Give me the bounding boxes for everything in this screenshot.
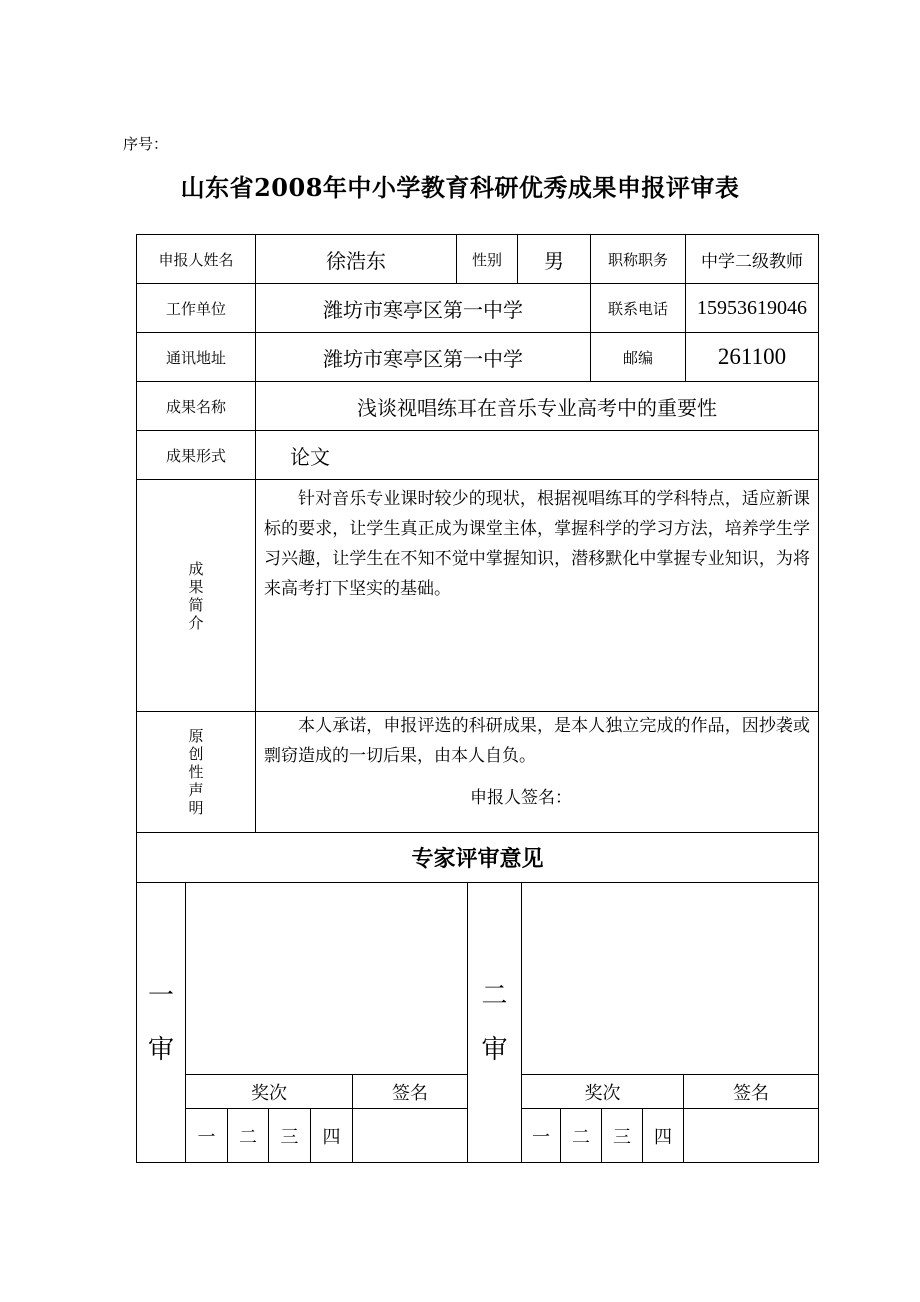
applicant-name-value: 徐浩东 bbox=[326, 248, 386, 273]
table-border-right bbox=[818, 234, 819, 1163]
gender-label: 性别 bbox=[471, 250, 502, 269]
first-review-label: 一审 bbox=[147, 980, 174, 1065]
phone-label: 联系电话 bbox=[607, 299, 668, 318]
first-award-level-4: 四 bbox=[322, 1126, 341, 1148]
first-award-level-2: 二 bbox=[239, 1126, 257, 1148]
first-award-level-3: 三 bbox=[280, 1126, 299, 1148]
declaration-label-cell bbox=[137, 712, 255, 832]
summary-label: 成果简介 bbox=[188, 559, 204, 632]
second-award-label: 奖次 bbox=[584, 1082, 621, 1104]
signature-label: 申报人签名： bbox=[470, 788, 572, 808]
first-award-level-1: 一 bbox=[197, 1126, 216, 1148]
first-review-label-cell bbox=[137, 883, 185, 1162]
second-award-level-3: 三 bbox=[613, 1126, 631, 1148]
position-label: 职称职务 bbox=[607, 250, 668, 269]
phone-value: 15953619046 bbox=[697, 296, 807, 319]
second-review-label: 二审 bbox=[481, 980, 508, 1065]
second-review-label-cell bbox=[468, 883, 521, 1162]
address-label: 通讯地址 bbox=[165, 348, 226, 367]
achievement-name-label: 成果名称 bbox=[165, 397, 226, 416]
position-value: 中学二级教师 bbox=[701, 251, 803, 272]
declaration-text: 本人承诺，申报评选的科研成果，是本人独立完成的作品，因抄袭或剽窃造成的一切后果，由本人自负。 bbox=[264, 716, 810, 766]
first-award-label: 奖次 bbox=[251, 1082, 287, 1104]
zip-value: 261100 bbox=[717, 344, 787, 369]
achievement-form-value: 论文 bbox=[290, 444, 330, 469]
gender-value: 男 bbox=[544, 248, 564, 273]
table-border-bottom bbox=[136, 1162, 819, 1163]
zip-label: 邮编 bbox=[622, 348, 653, 367]
second-sign-label: 签名 bbox=[733, 1082, 769, 1104]
expert-review-title: 专家评审意见 bbox=[411, 846, 544, 872]
work-unit-label: 工作单位 bbox=[165, 299, 226, 318]
second-award-level-2: 二 bbox=[572, 1126, 590, 1148]
serial-number-label: 序号： bbox=[123, 135, 169, 153]
first-sign-label: 签名 bbox=[392, 1082, 428, 1104]
summary-text: 针对音乐专业课时较少的现状，根据视唱练耳的学科特点，适应新课标的要求，让学生真正成为课堂主体，掌握科学的学习方法，培养学生学习兴趣，让学生在不知不觉中掌握知识，潜移默化中掌握专业知识，为将来高考打下坚实的基础。 bbox=[264, 489, 810, 599]
second-award-level-4: 四 bbox=[654, 1126, 672, 1148]
summary-label-cell bbox=[137, 480, 255, 711]
address-value: 潍坊市寒亭区第一中学 bbox=[323, 346, 523, 371]
second-award-level-1: 一 bbox=[532, 1126, 550, 1148]
work-unit-value: 潍坊市寒亭区第一中学 bbox=[323, 297, 523, 322]
achievement-name-value: 浅谈视唱练耳在音乐专业高考中的重要性 bbox=[357, 395, 717, 420]
achievement-form-label: 成果形式 bbox=[165, 446, 226, 465]
declaration-label: 原创性声明 bbox=[188, 727, 204, 817]
applicant-name-label: 申报人姓名 bbox=[158, 250, 234, 269]
form-title: 山东省2008年中小学教育科研优秀成果申报评审表 bbox=[180, 173, 740, 202]
